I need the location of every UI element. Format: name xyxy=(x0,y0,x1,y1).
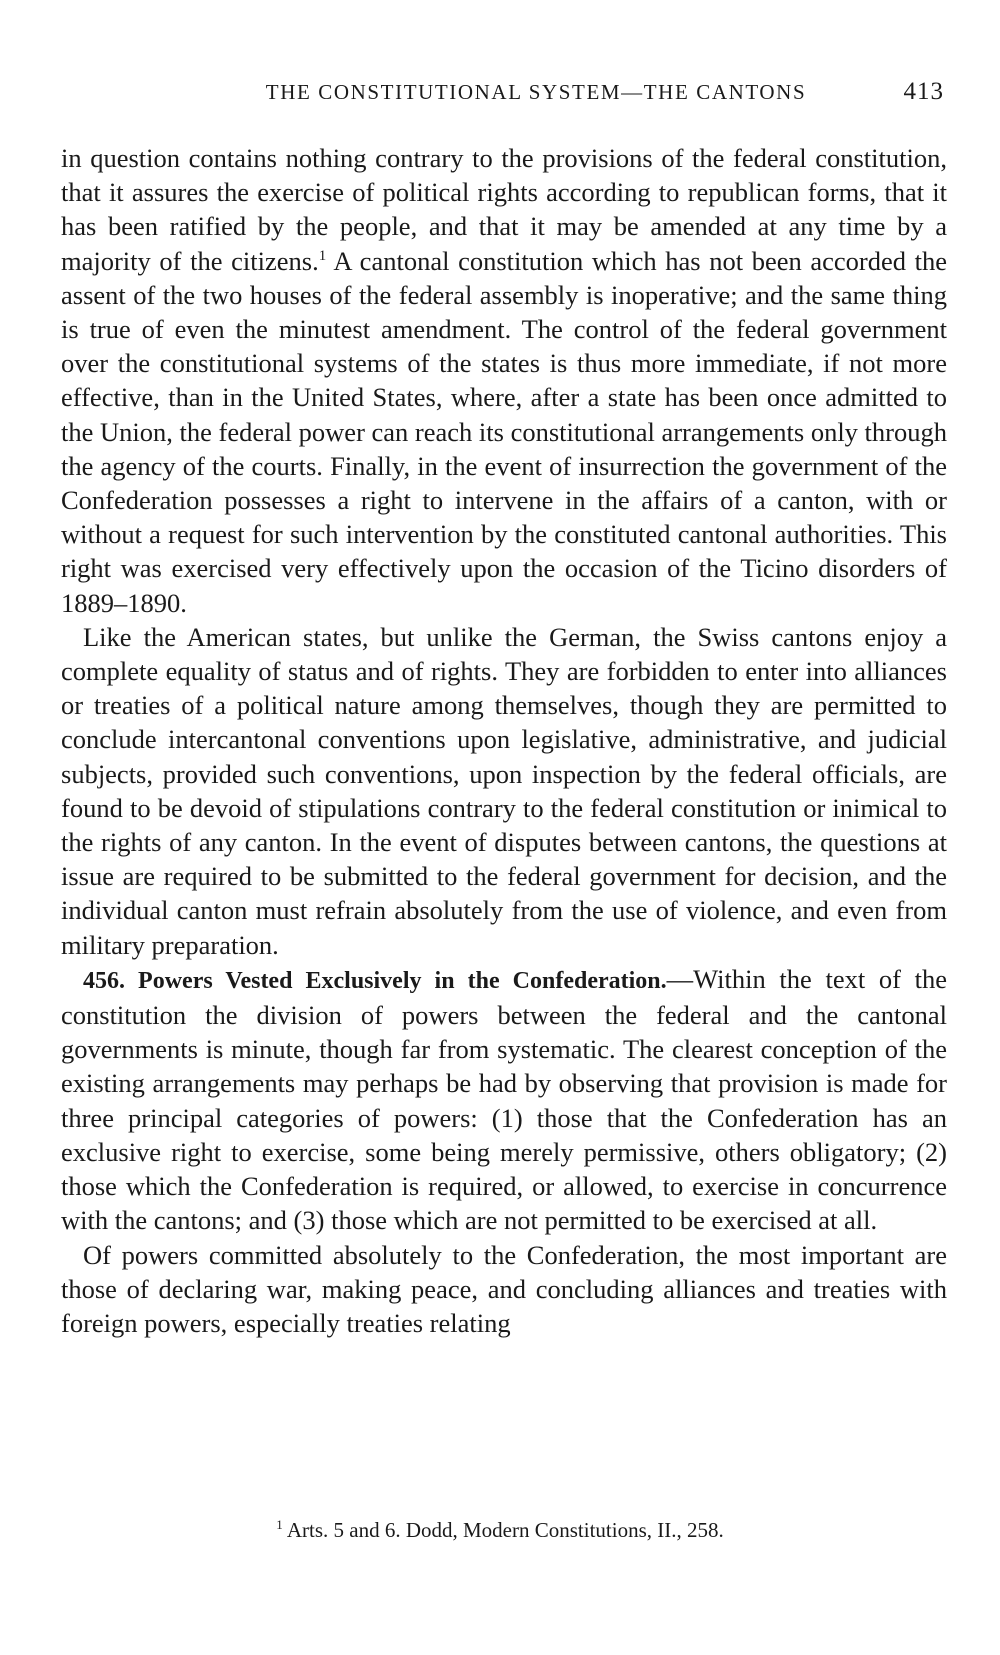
paragraph-text: —Within the text of the constitution the division of powers between the federal and the cantonal governments is minute, though far from systematic. The clearest conception of the existing arrangements may perhaps be had by observing that provision is made for three principal categories of powers: (1) those that the Confederation has an exclusive right to exercise, some being merely permissive, others obligatory; (2) those which the Confederation is required, or allowed, to exercise in concurrence with the cantons; and (3) those which are not permitted to be exercised at all. xyxy=(61,963,948,1236)
page-number: 413 xyxy=(903,78,944,105)
body-text xyxy=(61,141,947,1340)
paragraph: Of powers committed absolutely to the Confederation, the most important are those of declaring war, making peace, and concluding alliances and treaties with foreign powers, especially treaties relating xyxy=(61,1239,947,1338)
paragraph-continued xyxy=(61,141,947,620)
running-title: THE CONSTITUTIONAL SYSTEM—THE CANTONS xyxy=(265,80,807,104)
footnote-reference: 1 xyxy=(318,247,327,264)
footnote-text: Arts. 5 and 6. Dodd, Modern Constitutions, II., 258. xyxy=(282,1518,724,1542)
footnote xyxy=(0,1515,1000,1545)
running-head xyxy=(56,72,944,112)
paragraph-text: in question contains nothing contrary to the provisions of the federal constitution, that it assures the exercise of political rights according to republican forms, that it has been ratified by the people, and that it may be amended at any time by a majority of the citizens. xyxy=(61,143,947,276)
footnote-marker: 1 xyxy=(276,1517,283,1532)
section-paragraph xyxy=(61,962,947,1238)
paragraph-text: A cantonal constitution which has not been accorded the assent of the two houses of the federal assembly is inoperative; and the same thing is true of even the minutest amendment. The control of the federal government over the constitutional systems of the states is thus more immediate, if not more effective, than in the United States, where, after a state has been once admitted to the Union, the federal power can reach its constitutional arrangements only through the agency of the courts. Finally, in the event of insurrection the government of the Confederation possesses a right to intervene in the affairs of a canton, with or without a request for such intervention by the constituted cantonal authorities. This right was exercised very effectively upon the occasion of the Ticino disorders of 1889–1890. xyxy=(61,245,947,618)
section-heading: 456. Powers Vested Exclusively in the Confederation. xyxy=(83,967,667,994)
paragraph: Like the American states, but unlike the German, the Swiss cantons enjoy a complete equality of status and of rights. They are forbidden to enter into alliances or treaties of a political nature among themselves, though they are permitted to conclude intercantonal conventions upon legislative, administrative, and judicial subjects, provided such conventions, upon inspection by the federal officials, are found to be devoid of stipulations contrary to the federal constitution or inimical to the rights of any canton. In the event of disputes between cantons, the questions at issue are required to be submitted to the federal government for decision, and the individual canton must refrain absolutely from the use of violence, and even from military preparation. xyxy=(61,621,947,960)
